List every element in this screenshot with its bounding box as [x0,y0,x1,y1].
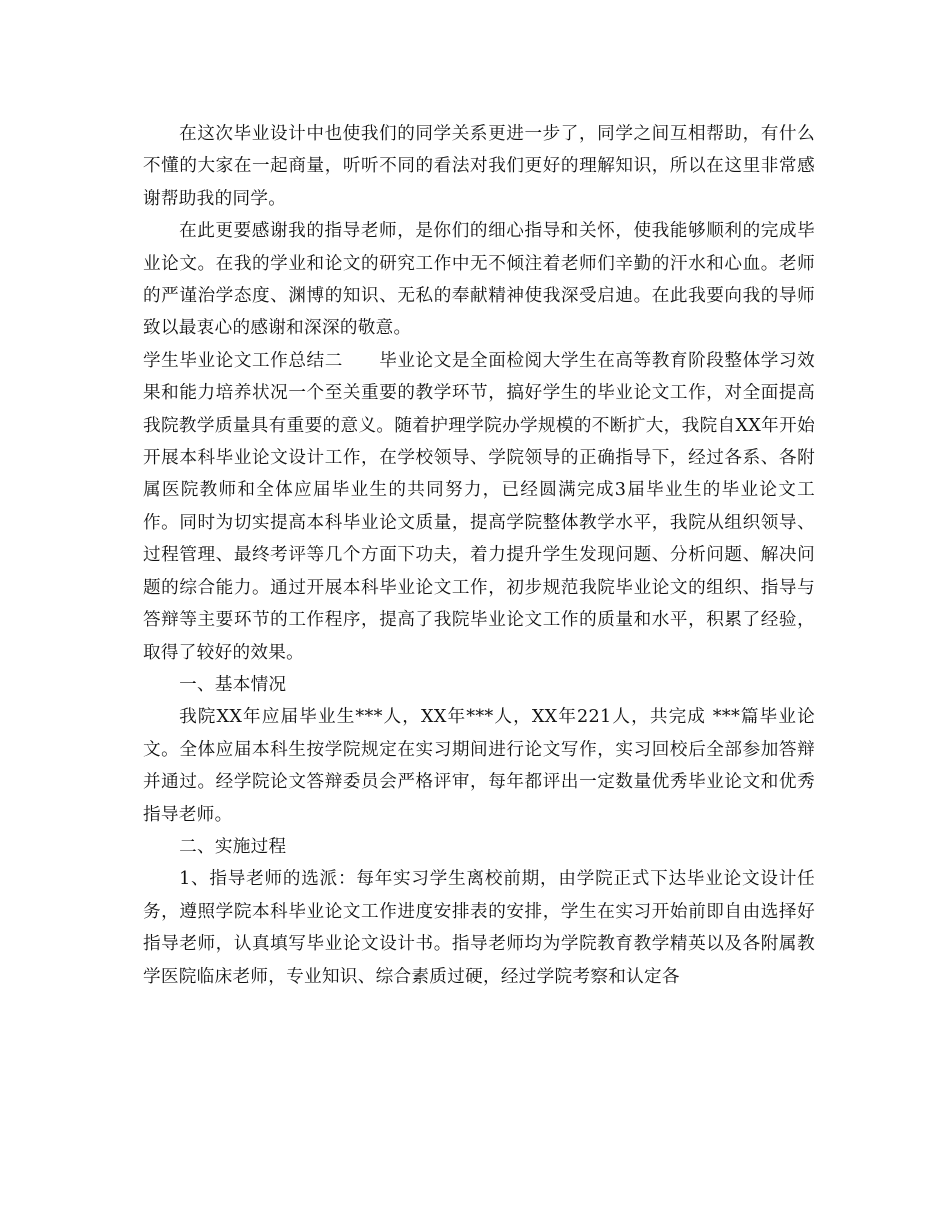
paragraph-summary-two: 学生毕业论文工作总结二 毕业论文是全面检阅大学生在高等教育阶段整体学习效果和能力培养状况一个至关重要的教学环节，搞好学生的毕业论文工作，对全面提高我院教学质量具有重要的意义。随着护理学院办学规模的不断扩大，我院自XX年开始开展本科毕业论文设计工作，在学校领导、学院领导的正确指导下，经过各系、各附属医院教师和全体应届毕业生的共同努力，已经圆满完成3届毕业生的毕业论文工作。同时为切实提高本科毕业论文质量，提高学院整体教学水平，我院从组织领导、过程管理、最终考评等几个方面下功夫，着力提升学生发现问题、分析问题、解决问题的综合能力。通过开展本科毕业论文工作，初步规范我院毕业论文的组织、指导与答辩等主要环节的工作程序，提高了我院毕业论文工作的质量和水平，积累了经验，取得了较好的效果。 [143,350,815,663]
paragraph-thanks-teachers: 在此更要感谢我的指导老师，是你们的细心指导和关怀，使我能够顺利的完成毕业论文。在我的学业和论文的研究工作中无不倾注着老师们辛勤的汗水和心血。老师的严谨治学态度、渊博的知识、无私的奉献精神使我深受启迪。在此我要向我的导师致以最衷心的感谢和深深的敬意。 [143,221,815,339]
paragraph-thanks-classmates: 在这次毕业设计中也使我们的同学关系更进一步了，同学之间互相帮助，有什么不懂的大家在一起商量，听听不同的看法对我们更好的理解知识，所以在这里非常感谢帮助我的同学。 [143,124,815,209]
paragraph-advisor-selection: 1、指导老师的选派：每年实习学生离校前期，由学院正式下达毕业论文设计任务，遵照学院本科毕业论文工作进度安排表的安排，学生在实习开始前即自由选择好指导老师，认真填写毕业论文设计书。指导老师均为学院教育教学精英以及各附属教学医院临床老师，专业知识、综合素质过硬，经过学院考察和认定各 [143,869,815,987]
paragraph-basic-info: 我院XX年应届毕业生***人，XX年***人，XX年221人，共完成 ***篇毕业论文。全体应届本科生按学院规定在实习期间进行论文写作，实习回校后全部参加答辩并通过。经学院论文答辩委员会严格评审，每年都评出一定数量优秀毕业论文和优秀指导老师。 [143,707,815,825]
document-body [143,118,815,993]
section-heading-basic-info: 一、基本情况 [179,674,287,695]
section-heading-implementation: 二、实施过程 [179,836,287,857]
